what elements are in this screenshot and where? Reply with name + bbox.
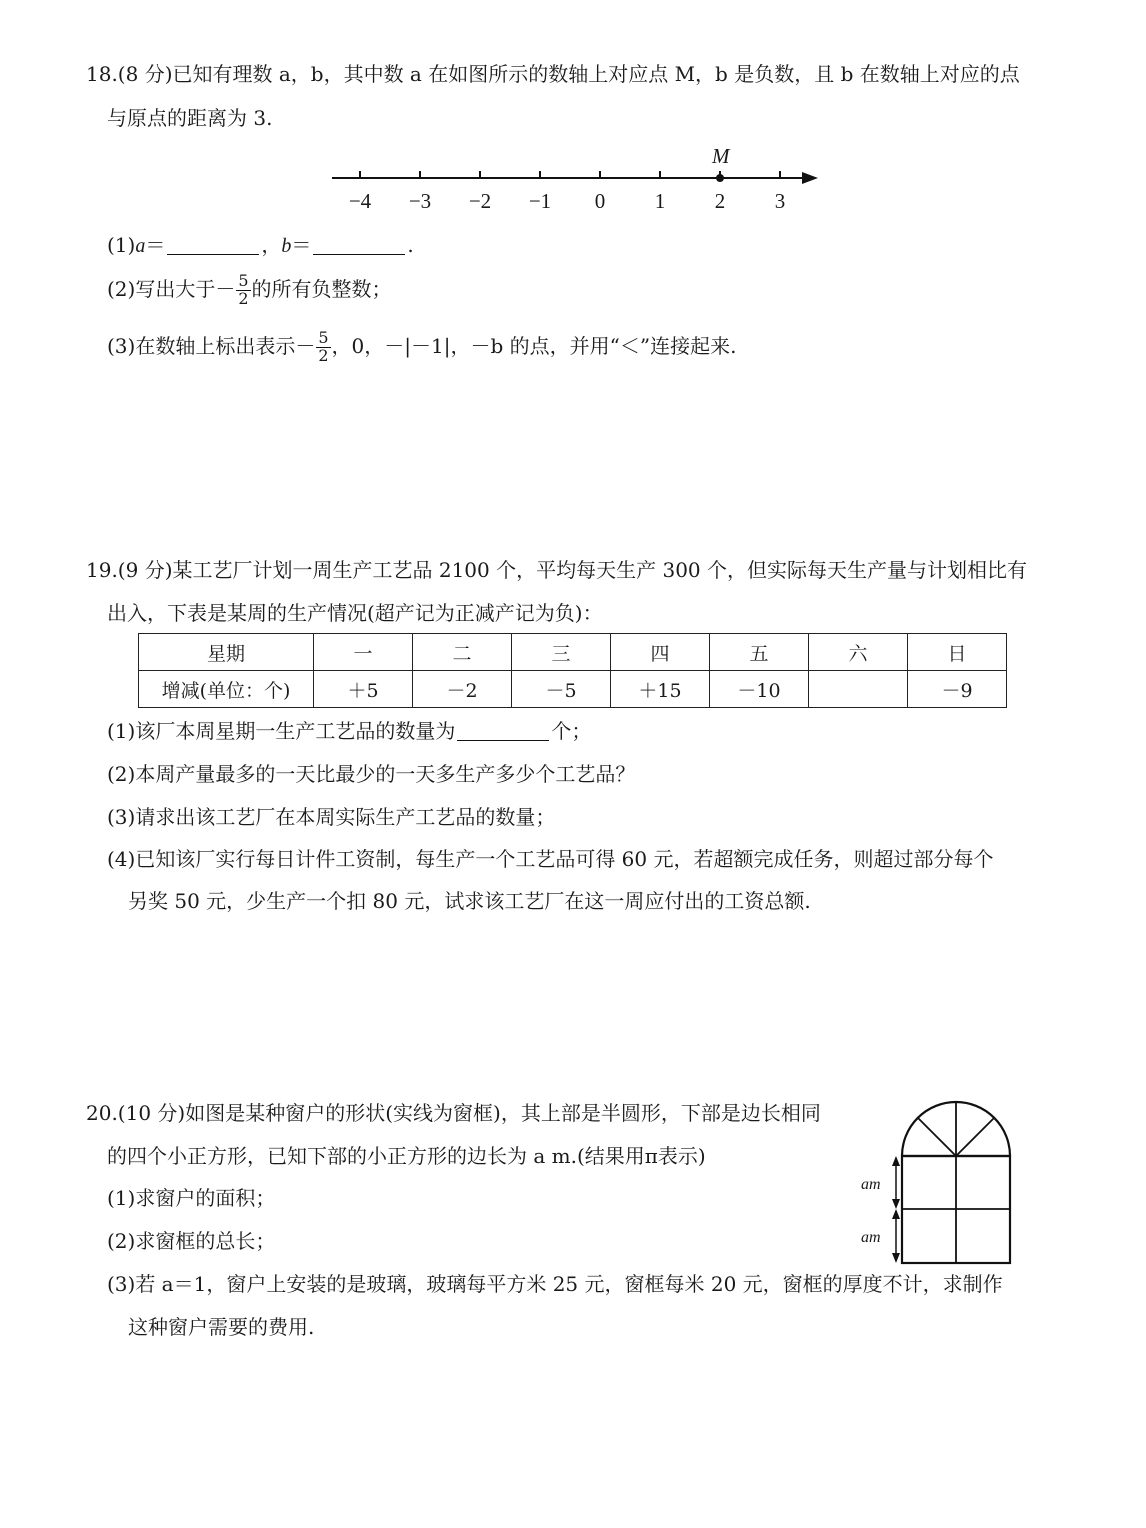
q19-part1: [107, 719, 591, 743]
number-line-tick-label: −4: [348, 189, 372, 213]
q19-line1: 19.(9 分)某工艺厂计划一周生产工艺品 2100 个，平均每天生产 300 个，但实际每天生产量与计划相比有: [86, 558, 1027, 582]
q18-part1-prefix: (1): [107, 233, 136, 257]
q20-line2: 的四个小正方形，已知下部的小正方形的边长为 a m.(结果用π表示): [107, 1144, 706, 1168]
q20-part3-line1: (3)若 a＝1，窗户上安装的是玻璃，玻璃每平方米 25 元，窗框每米 20 元，窗框的厚度不计，求制作: [107, 1272, 1003, 1296]
window-arc-spoke-left: [918, 1118, 956, 1156]
dimension-arrow: [892, 1199, 900, 1209]
q19-part1-suffix: 个；: [551, 719, 592, 743]
dimension-label-bottom: am: [861, 1229, 881, 1246]
value-cell-blank: [809, 671, 908, 708]
number-line-tick-label: 2: [714, 189, 726, 213]
q19-part3: (3)请求出该工艺厂在本周实际生产工艺品的数量；: [107, 805, 556, 829]
fraction-five-halves: [236, 273, 250, 308]
q20-part1: (1)求窗户的面积；: [107, 1186, 276, 1210]
answer-blank-b[interactable]: [313, 236, 405, 255]
value-cell: ＋5: [314, 671, 413, 708]
q19-part4-line1: (4)已知该厂实行每日计件工资制，每生产一个工艺品可得 60 元，若超额完成任务，则超过部分每个: [107, 847, 994, 871]
q20-line1: 20.(10 分)如图是某种窗户的形状(实线为窗框)，其上部是半圆形，下部是边长相同: [86, 1101, 821, 1125]
q19-line2: 出入，下表是某周的生产情况(超产记为正减产记为负)：: [107, 601, 603, 625]
dimension-label-top: am: [861, 1176, 881, 1193]
fraction-numerator: 5: [238, 271, 249, 290]
number-line-tick-label: −3: [408, 189, 432, 213]
value-cell: ＋15: [611, 671, 710, 708]
answer-blank-a[interactable]: [167, 236, 259, 255]
day-cell: 五: [710, 634, 809, 671]
q18-part2-suffix: 的所有负整数；: [251, 276, 392, 301]
number-line-tick-label: 0: [594, 189, 606, 213]
q20-part3-line2: 这种窗户需要的费用.: [128, 1315, 315, 1339]
dimension-arrow: [892, 1253, 900, 1263]
equals-sign: ＝: [145, 233, 166, 257]
fraction-numerator: 5: [318, 328, 329, 347]
comma: ，: [261, 233, 282, 257]
production-table: [138, 633, 1007, 708]
day-cell: 二: [413, 634, 512, 671]
value-cell: －2: [413, 671, 512, 708]
q19-part4-line2: 另奖 50 元，少生产一个扣 80 元，试求该工艺厂在这一周应付出的工资总额.: [128, 889, 811, 913]
point-m: [716, 174, 724, 182]
dimension-arrow: [892, 1156, 900, 1166]
table-row: [139, 634, 1007, 671]
period: .: [407, 233, 414, 257]
q18-part1: [107, 233, 414, 258]
table-header-cell: 增减(单位：个): [139, 671, 314, 708]
q18-part2-prefix: (2)写出大于－: [107, 276, 236, 301]
fraction-denominator: 2: [318, 345, 329, 365]
fraction-five-halves: [316, 330, 330, 365]
var-b: b: [281, 235, 292, 257]
number-line-tick-label: 3: [774, 189, 786, 213]
number-line-arrow: [802, 172, 818, 184]
day-cell: 一: [314, 634, 413, 671]
fraction-denominator: 2: [238, 288, 249, 308]
number-line-tick-label: −1: [528, 189, 552, 213]
var-a: a: [135, 235, 146, 257]
value-cell: －5: [512, 671, 611, 708]
value-cell: －9: [908, 671, 1007, 708]
q19-part2: (2)本周产量最多的一天比最少的一天多生产多少个工艺品？: [107, 762, 636, 786]
day-cell: 三: [512, 634, 611, 671]
number-line-figure: [328, 145, 828, 215]
window-figure: [855, 1100, 1025, 1270]
table-header-cell: 星期: [139, 634, 314, 671]
q18-part3-suffix: ，0，－|－1|，－b 的点，并用“＜”连接起来.: [331, 333, 737, 358]
answer-blank-monday[interactable]: [457, 722, 549, 741]
number-line-tick-label: 1: [654, 189, 666, 213]
q20-part2: (2)求窗框的总长；: [107, 1229, 276, 1253]
q19-part1-prefix: (1)该厂本周星期一生产工艺品的数量为: [107, 719, 456, 743]
table-row: [139, 671, 1007, 708]
equals-sign: ＝: [291, 233, 312, 257]
q18-part3-prefix: (3)在数轴上标出表示－: [107, 333, 316, 358]
day-cell: 四: [611, 634, 710, 671]
window-arc-spoke-right: [956, 1118, 994, 1156]
q18-line2: 与原点的距离为 3.: [107, 106, 273, 130]
q18-part3: [107, 330, 736, 365]
point-m-label: M: [712, 144, 730, 168]
number-line-tick-label: −2: [468, 189, 492, 213]
q18-line1: 18.(8 分)已知有理数 a，b，其中数 a 在如图所示的数轴上对应点 M，b 是负数，且 b 在数轴上对应的点: [86, 62, 1020, 86]
day-cell: 六: [809, 634, 908, 671]
value-cell: －10: [710, 671, 809, 708]
day-cell: 日: [908, 634, 1007, 671]
dimension-arrow: [892, 1209, 900, 1219]
q18-part2: [107, 273, 392, 308]
